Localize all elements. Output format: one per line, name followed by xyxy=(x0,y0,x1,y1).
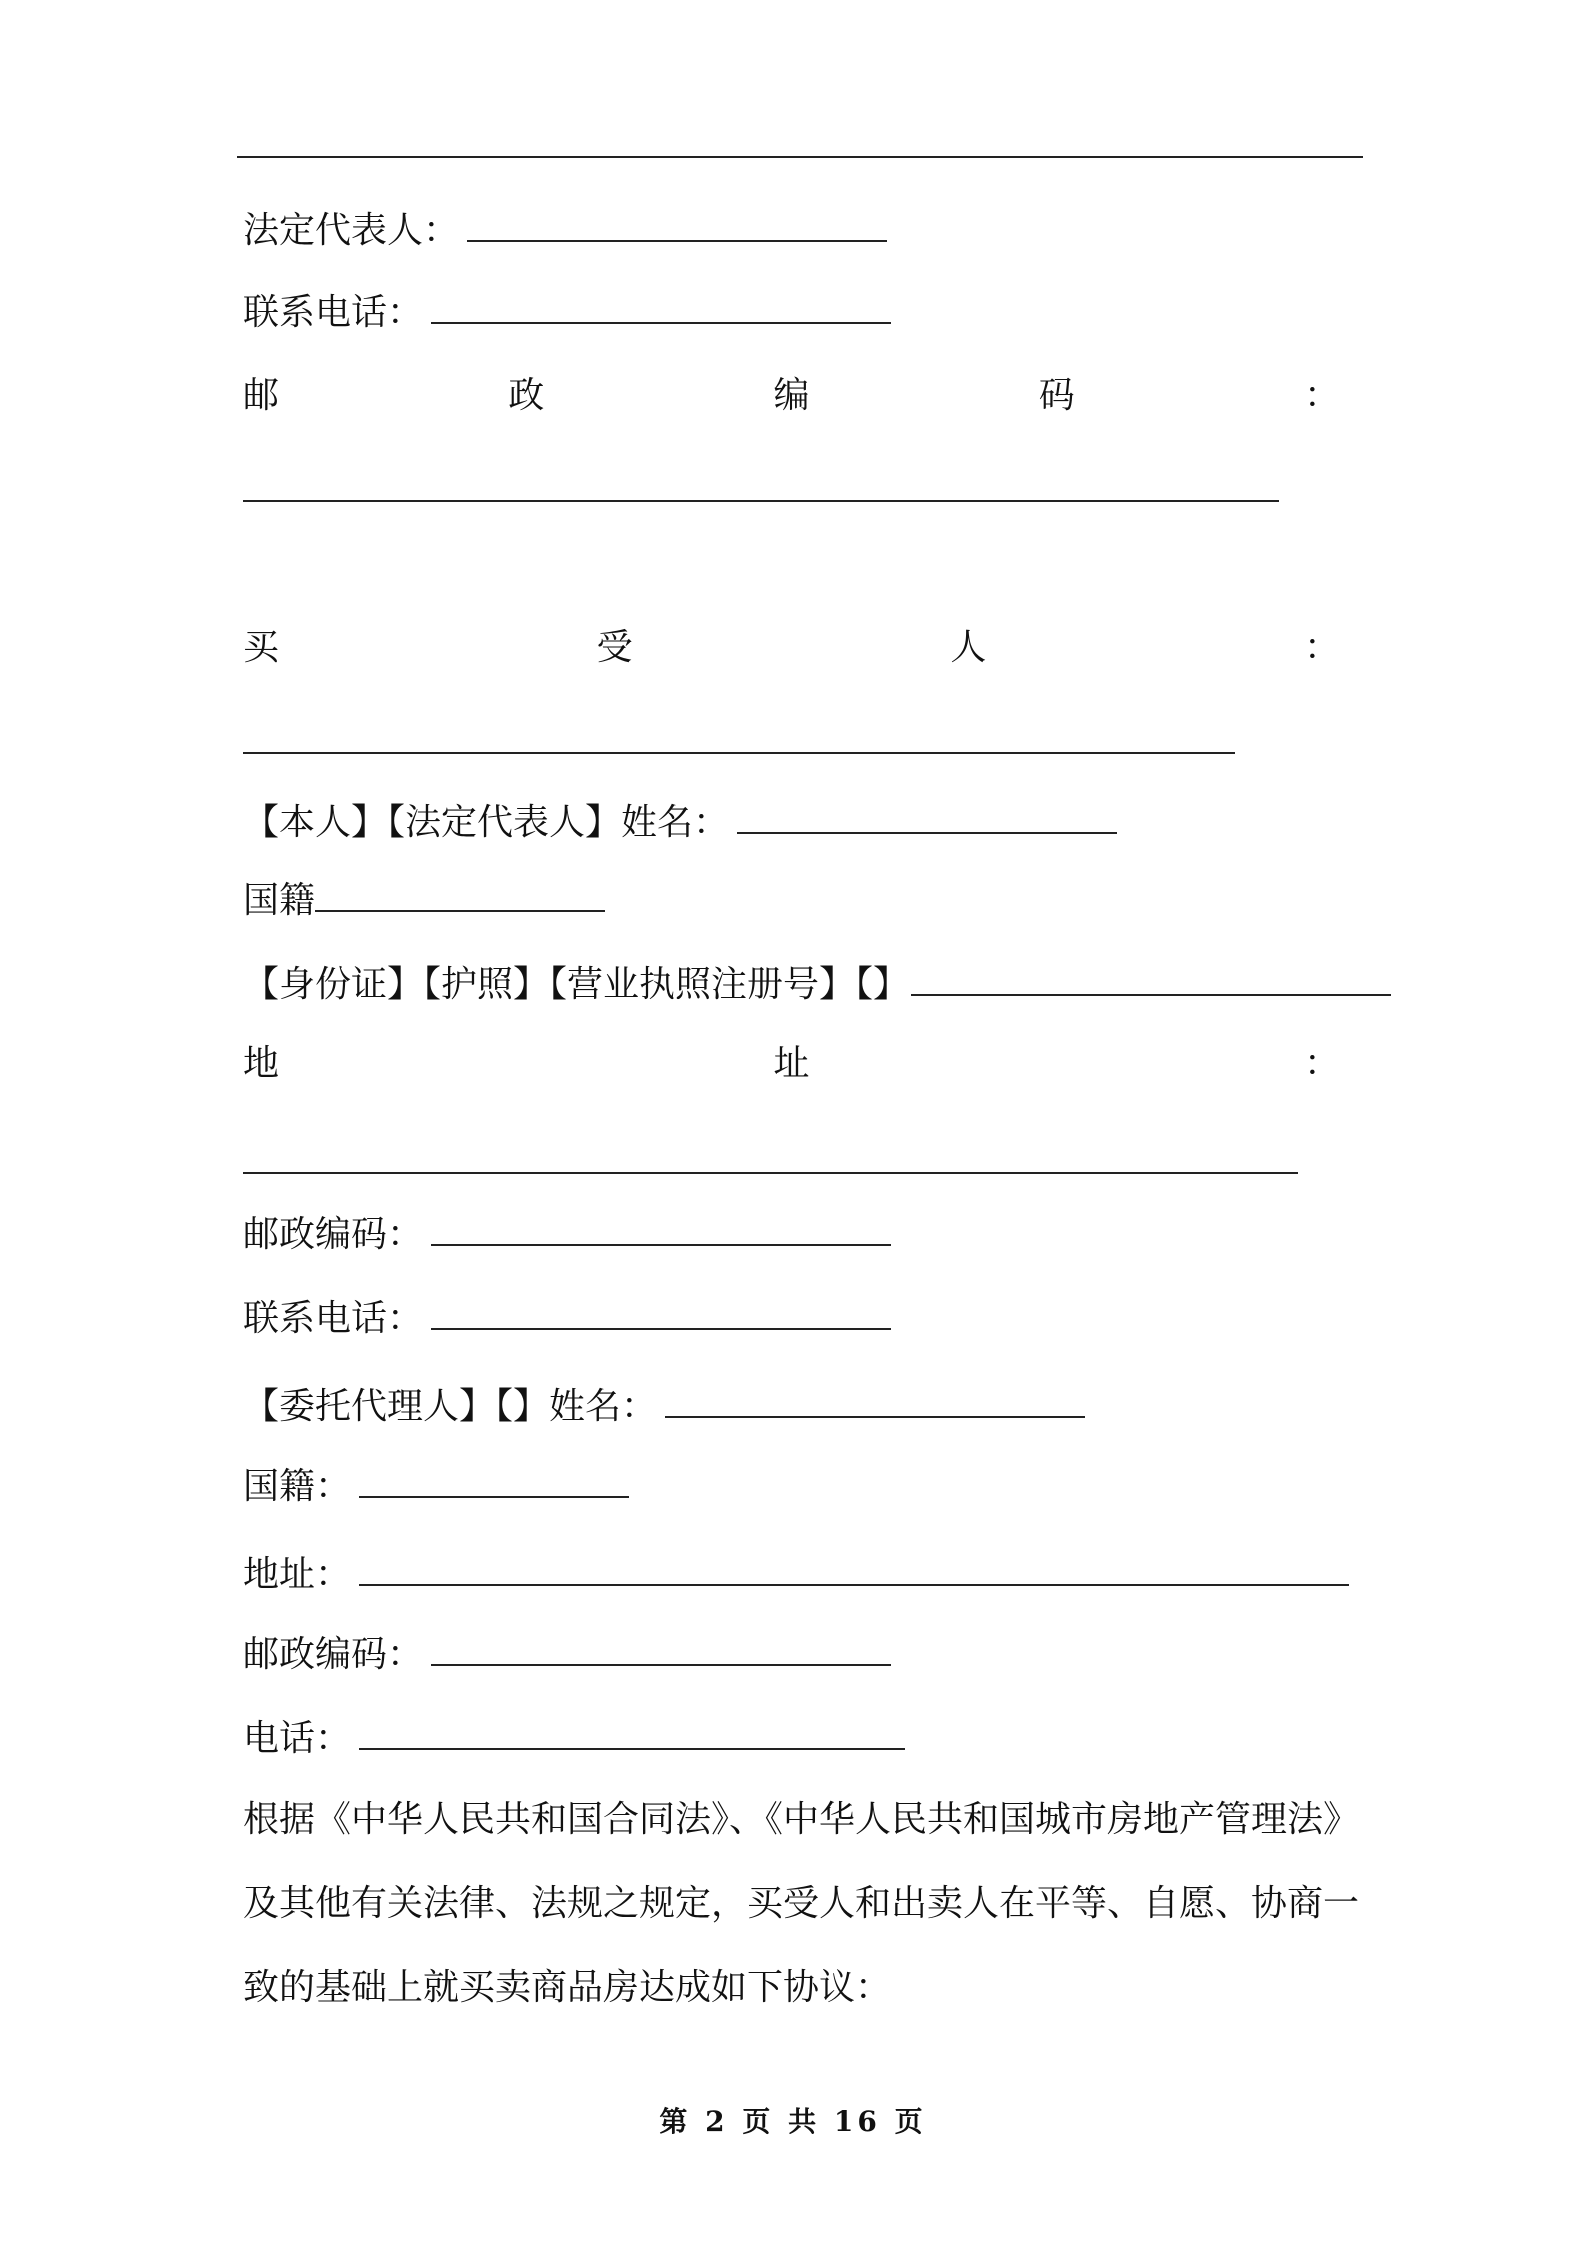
buyer-name-field[interactable] xyxy=(737,800,1117,834)
buyer-nationality-blank[interactable] xyxy=(315,878,605,912)
address-char: 址 xyxy=(773,1043,810,1084)
agent-name-row xyxy=(243,1384,1085,1429)
page-number: 第 2 页 共 16 页 xyxy=(659,2105,927,2138)
agent-nationality-label: 国籍： xyxy=(243,1466,352,1507)
seller-phone-label: 联系电话： xyxy=(243,292,424,333)
buyer-postal-row xyxy=(243,1212,891,1257)
buyer-title-char: ： xyxy=(1303,627,1340,668)
buyer-address-label xyxy=(243,1042,1340,1086)
agent-postal-row xyxy=(243,1632,891,1677)
agent-phone-label: 电话： xyxy=(243,1718,352,1759)
agent-address-label: 地址： xyxy=(243,1554,352,1595)
address-char: 地 xyxy=(243,1043,280,1084)
agent-phone-row xyxy=(243,1716,905,1761)
agent-postal-label: 邮政编码： xyxy=(243,1634,424,1675)
agent-name-label: 【委托代理人】【】姓名： xyxy=(243,1386,658,1427)
header-rule xyxy=(237,156,1363,158)
seller-legal-rep-row xyxy=(243,208,887,253)
agent-address-row xyxy=(243,1552,1349,1597)
buyer-address-blank[interactable] xyxy=(243,1172,1298,1174)
buyer-nationality-row xyxy=(243,878,605,923)
buyer-title xyxy=(243,626,1340,670)
postal-char: 码 xyxy=(1038,375,1075,416)
postal-char: ： xyxy=(1303,375,1340,416)
buyer-id-blank[interactable] xyxy=(911,962,1391,996)
agent-nationality-row xyxy=(243,1464,629,1509)
seller-postal-code-label xyxy=(243,374,1340,418)
buyer-name-row xyxy=(243,800,1117,845)
buyer-name-blank[interactable] xyxy=(243,752,1235,754)
buyer-nationality-label: 国籍 xyxy=(243,880,316,921)
seller-phone-blank[interactable] xyxy=(431,290,891,324)
postal-char: 邮 xyxy=(243,375,280,416)
agent-name-blank[interactable] xyxy=(665,1384,1085,1418)
buyer-phone-row xyxy=(243,1296,891,1341)
seller-legal-rep-label: 法定代表人： xyxy=(243,210,460,251)
postal-char: 政 xyxy=(508,375,545,416)
seller-postal-code-blank[interactable] xyxy=(243,500,1279,502)
agent-address-blank[interactable] xyxy=(359,1552,1349,1586)
buyer-phone-blank[interactable] xyxy=(431,1296,891,1330)
buyer-title-char: 买 xyxy=(243,627,280,668)
buyer-id-row xyxy=(243,962,1391,1007)
postal-char: 编 xyxy=(773,375,810,416)
buyer-postal-blank[interactable] xyxy=(431,1212,891,1246)
seller-legal-rep-blank[interactable] xyxy=(467,208,887,242)
agent-phone-blank[interactable] xyxy=(359,1716,905,1750)
seller-phone-row xyxy=(243,290,891,335)
buyer-postal-label: 邮政编码： xyxy=(243,1214,424,1255)
buyer-id-label: 【身份证】【护照】【营业执照注册号】【】 xyxy=(243,964,910,1005)
buyer-name-label: 【本人】【法定代表人】姓名： xyxy=(243,802,730,843)
buyer-title-char: 人 xyxy=(950,627,987,668)
buyer-phone-label: 联系电话： xyxy=(243,1298,424,1339)
buyer-title-char: 受 xyxy=(596,627,633,668)
address-char: ： xyxy=(1303,1043,1340,1084)
agreement-paragraph: 根据《中华人民共和国合同法》、《中华人民共和国城市房地产管理法》及其他有关法律、法规之规定，买受人和出卖人在平等、自愿、协商一致的基础上就买卖商品房达成如下协议： xyxy=(243,1799,1360,2008)
agent-postal-blank[interactable] xyxy=(431,1632,891,1666)
agent-nationality-blank[interactable] xyxy=(359,1464,629,1498)
